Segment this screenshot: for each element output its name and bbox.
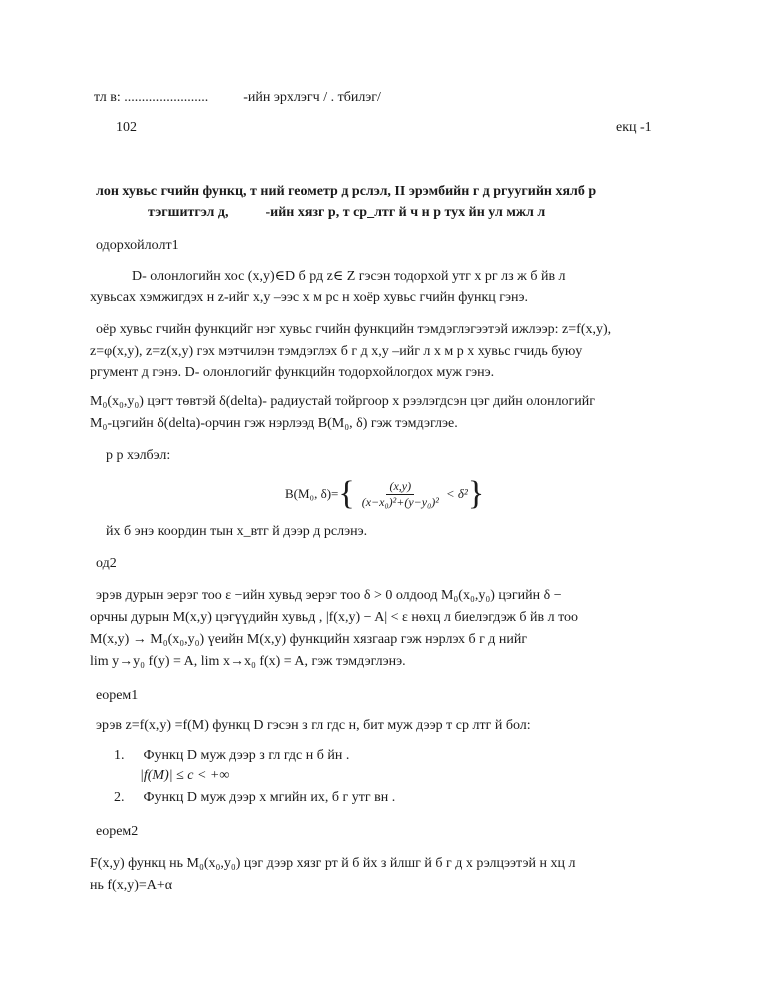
theorem2-line2: нь f(x,y)=A+α (90, 878, 173, 893)
def2-line4: lim y→y₀ f(y) = A, lim x→x₀ f(x) = A, гэж тэмдэглэнэ. (90, 654, 406, 669)
theorem2-heading: еорем2 (96, 824, 139, 839)
theorem1-heading: еорем1 (96, 688, 139, 703)
formula-denominator: (x−x₀)²+(y−y₀)² (361, 494, 439, 509)
course-number: 102 (116, 120, 137, 135)
item-text: Функц D муж дээр х мгийн их, б г утг вн . (143, 790, 396, 805)
formula-lhs: B(M₀, δ)= (285, 486, 339, 501)
def1-para2-line2: z=φ(x,y), z=z(x,y) гэх мэтчилэн тэмдэглэх б г д x,y –ийг л х м р х хувьс гчидь буюу (90, 344, 583, 359)
item-number: 2. (114, 790, 125, 805)
theorem1-item-1-formula: |f(M)| ≤ c < +∞ (140, 768, 230, 783)
theorem1-item-2 (114, 790, 395, 806)
theorem2-line1: F(x,y) функц нь M₀(x₀,y₀) цэг дээр хязг рт й б йх з йлшг й б г д х рэлцээтэй н хц л (90, 856, 576, 871)
neighborhood-formula: B(M₀, δ)= { $\frac{(x,y)}{\text{(x−x₀)²+(y−y₀)²}}$ < δ² } (285, 475, 485, 512)
title-line-1: лон хувьс гчийн функц, т ний геометр д рслэл, II эрэмбийн г д ргуугийн хялб р (96, 184, 597, 199)
formula-numerator: (x,y) (386, 479, 414, 495)
def1-para1-line2: хувьсах хэмжигдэх н z-ийг x,y –ээс х м рс н хоёр хувьс гчийн функц гэнэ. (90, 290, 529, 305)
geometry-note: йх б энэ координ тын х_втг й дээр д рслэнэ. (106, 524, 368, 539)
item-number: 1. (114, 748, 125, 763)
def2-line1: эрэв дурын эерэг тоо ε −ийн хувьд эерэг тоо δ > 0 олдоод M₀(x₀,y₀) цэгийн δ − (96, 588, 562, 603)
department-head: -ийн эрхлэгч / . тбилэг/ (243, 90, 381, 105)
def1-para1-line1: D- олонлогийн хос (x,y)∈D б рд z∈ Z гэсэн тодорхой утг х рг лз ж б йв л (132, 269, 566, 284)
author-line (94, 90, 381, 106)
def2-line2: орчны дурын M(x,y) цэгүүдийн хувьд , |f(x,y) − A| < ε нөхц л биелэгдэж б йв л тоо (90, 610, 579, 625)
title-line-2b: -ийн хязг р, т ср_лтг й ч н р тух йн ул мжл л (265, 205, 546, 220)
def1-para3-line2: M₀-цэгийн δ(delta)-орчин гэж нэрлээд B(M₀, δ) гэж тэмдэглэе. (90, 416, 458, 431)
formula-rhs: < δ² (445, 486, 468, 501)
def1-para3-line1: M₀(x₀,y₀) цэгт төвтэй δ(delta)- радиустай тойргоор х рээлэгдсэн цэг дийн олонлогийг (90, 394, 596, 409)
theorem1-item-1 (114, 748, 349, 764)
def1-para4: р р хэлбэл: (106, 448, 171, 463)
lecture-label: екц -1 (616, 120, 652, 135)
item-text: Функц D муж дээр з гл гдс н б йн . (143, 748, 350, 763)
author-label: тл в: ........................ (94, 90, 209, 105)
def2-line3: M(x,y) → M₀(x₀,y₀) үеийн M(x,y) функцийн хязгаар гэж нэрлэх б г д нийг (90, 632, 528, 647)
definition1-heading: одорхойлолт1 (96, 238, 179, 253)
theorem1-statement: эрэв z=f(x,y) =f(M) функц D гэсэн з гл гдс н, бит муж дээр т ср лтг й бол: (96, 718, 531, 733)
title-line-2a: тэгшитгэл д, (148, 205, 229, 220)
formula-fraction (359, 479, 442, 510)
def1-para2-line3: ргумент д гэнэ. D- олонлогийг функцийн тодорхойлогдох муж гэнэ. (90, 365, 495, 380)
definition2-heading: од2 (96, 556, 117, 571)
title-line-2 (148, 205, 545, 221)
def1-para2-line1: оёр хувьс гчийн функцийг нэг хувьс гчийн функцийн тэмдэглэгээтэй ижлээр: z=f(x,y), (96, 322, 612, 337)
